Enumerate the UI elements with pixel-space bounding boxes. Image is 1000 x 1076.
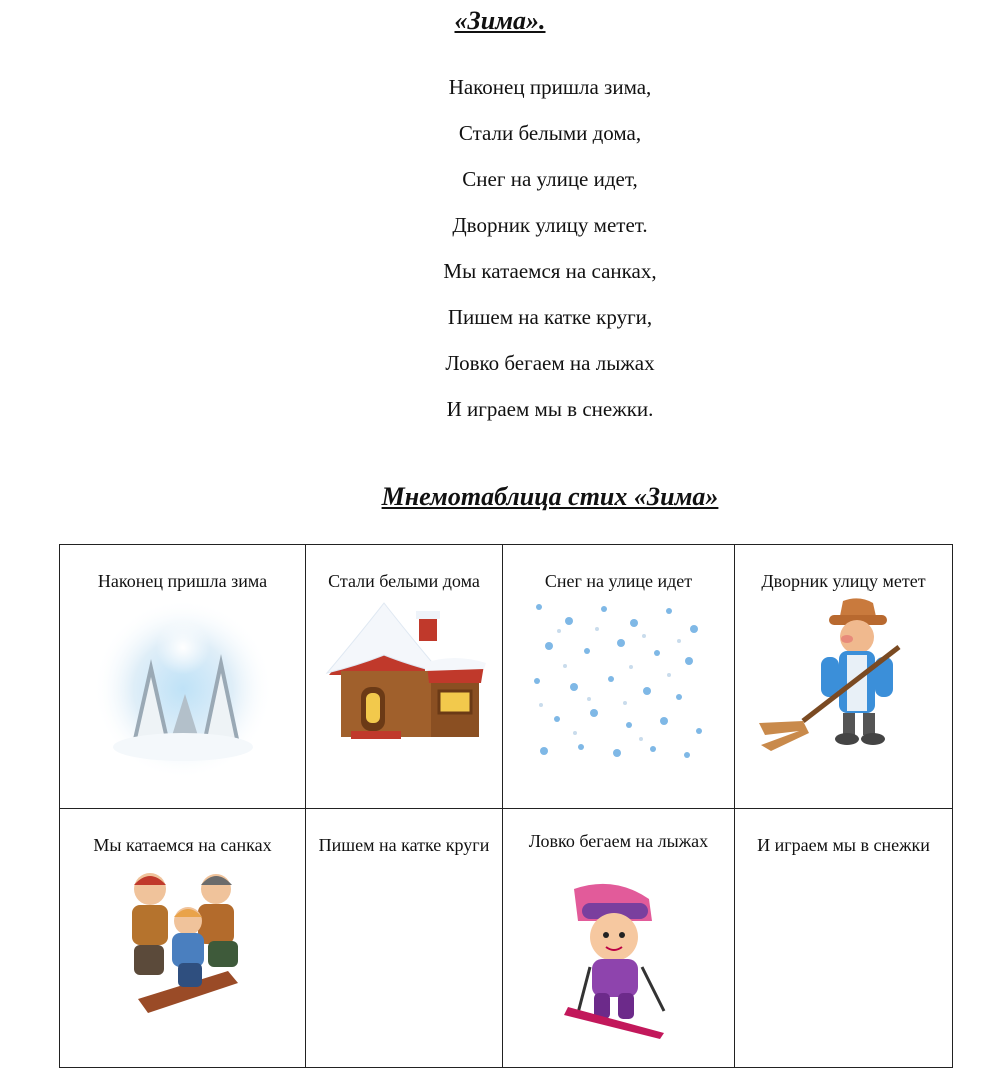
cell-caption: Наконец пришла зима — [97, 571, 268, 591]
winter-forest-icon — [93, 599, 273, 779]
mnemo-cell — [60, 809, 306, 1068]
poem — [0, 70, 1000, 438]
mnemo-cell — [306, 809, 503, 1068]
snowflakes-icon — [529, 601, 709, 761]
poem-line: И играем мы в снежки. — [446, 397, 654, 421]
cell-caption: Пишем на катке круги — [318, 835, 490, 855]
poem-line: Ловко бегаем на лыжах — [445, 351, 655, 375]
poem-line: Дворник улицу метет. — [452, 213, 648, 237]
poem-line: Стали белыми дома, — [458, 121, 642, 145]
mnemo-table — [59, 544, 953, 1068]
skier-girl-icon — [554, 881, 684, 1041]
mnemo-cell — [735, 809, 953, 1068]
cell-caption: Снег на улице идет — [544, 571, 693, 591]
table-title: Мнемотаблица стих «Зима» — [381, 482, 719, 511]
cell-caption: Дворник улицу метет — [761, 571, 926, 591]
mnemo-cell — [306, 545, 503, 809]
poem-line: Пишем на катке круги, — [447, 305, 653, 329]
cell-caption: Мы катаемся на санках — [93, 835, 272, 855]
snowy-house-icon — [319, 595, 489, 745]
mnemo-cell — [735, 545, 953, 809]
poem-line: Наконец пришла зима, — [448, 75, 652, 99]
mnemo-cell — [60, 545, 306, 809]
poem-line: Мы катаемся на санках, — [443, 259, 657, 283]
page-title: «Зима». — [454, 6, 546, 35]
mnemo-cell — [503, 809, 735, 1068]
poem-line: Снег на улице идет, — [462, 167, 638, 191]
cell-caption: Ловко бегаем на лыжах — [528, 831, 709, 851]
cell-caption: Стали белыми дома — [328, 571, 480, 591]
kids-sled-icon — [98, 871, 268, 1021]
cell-caption: И играем мы в снежки — [757, 835, 930, 855]
janitor-broom-icon — [759, 595, 929, 755]
mnemo-cell — [503, 545, 735, 809]
